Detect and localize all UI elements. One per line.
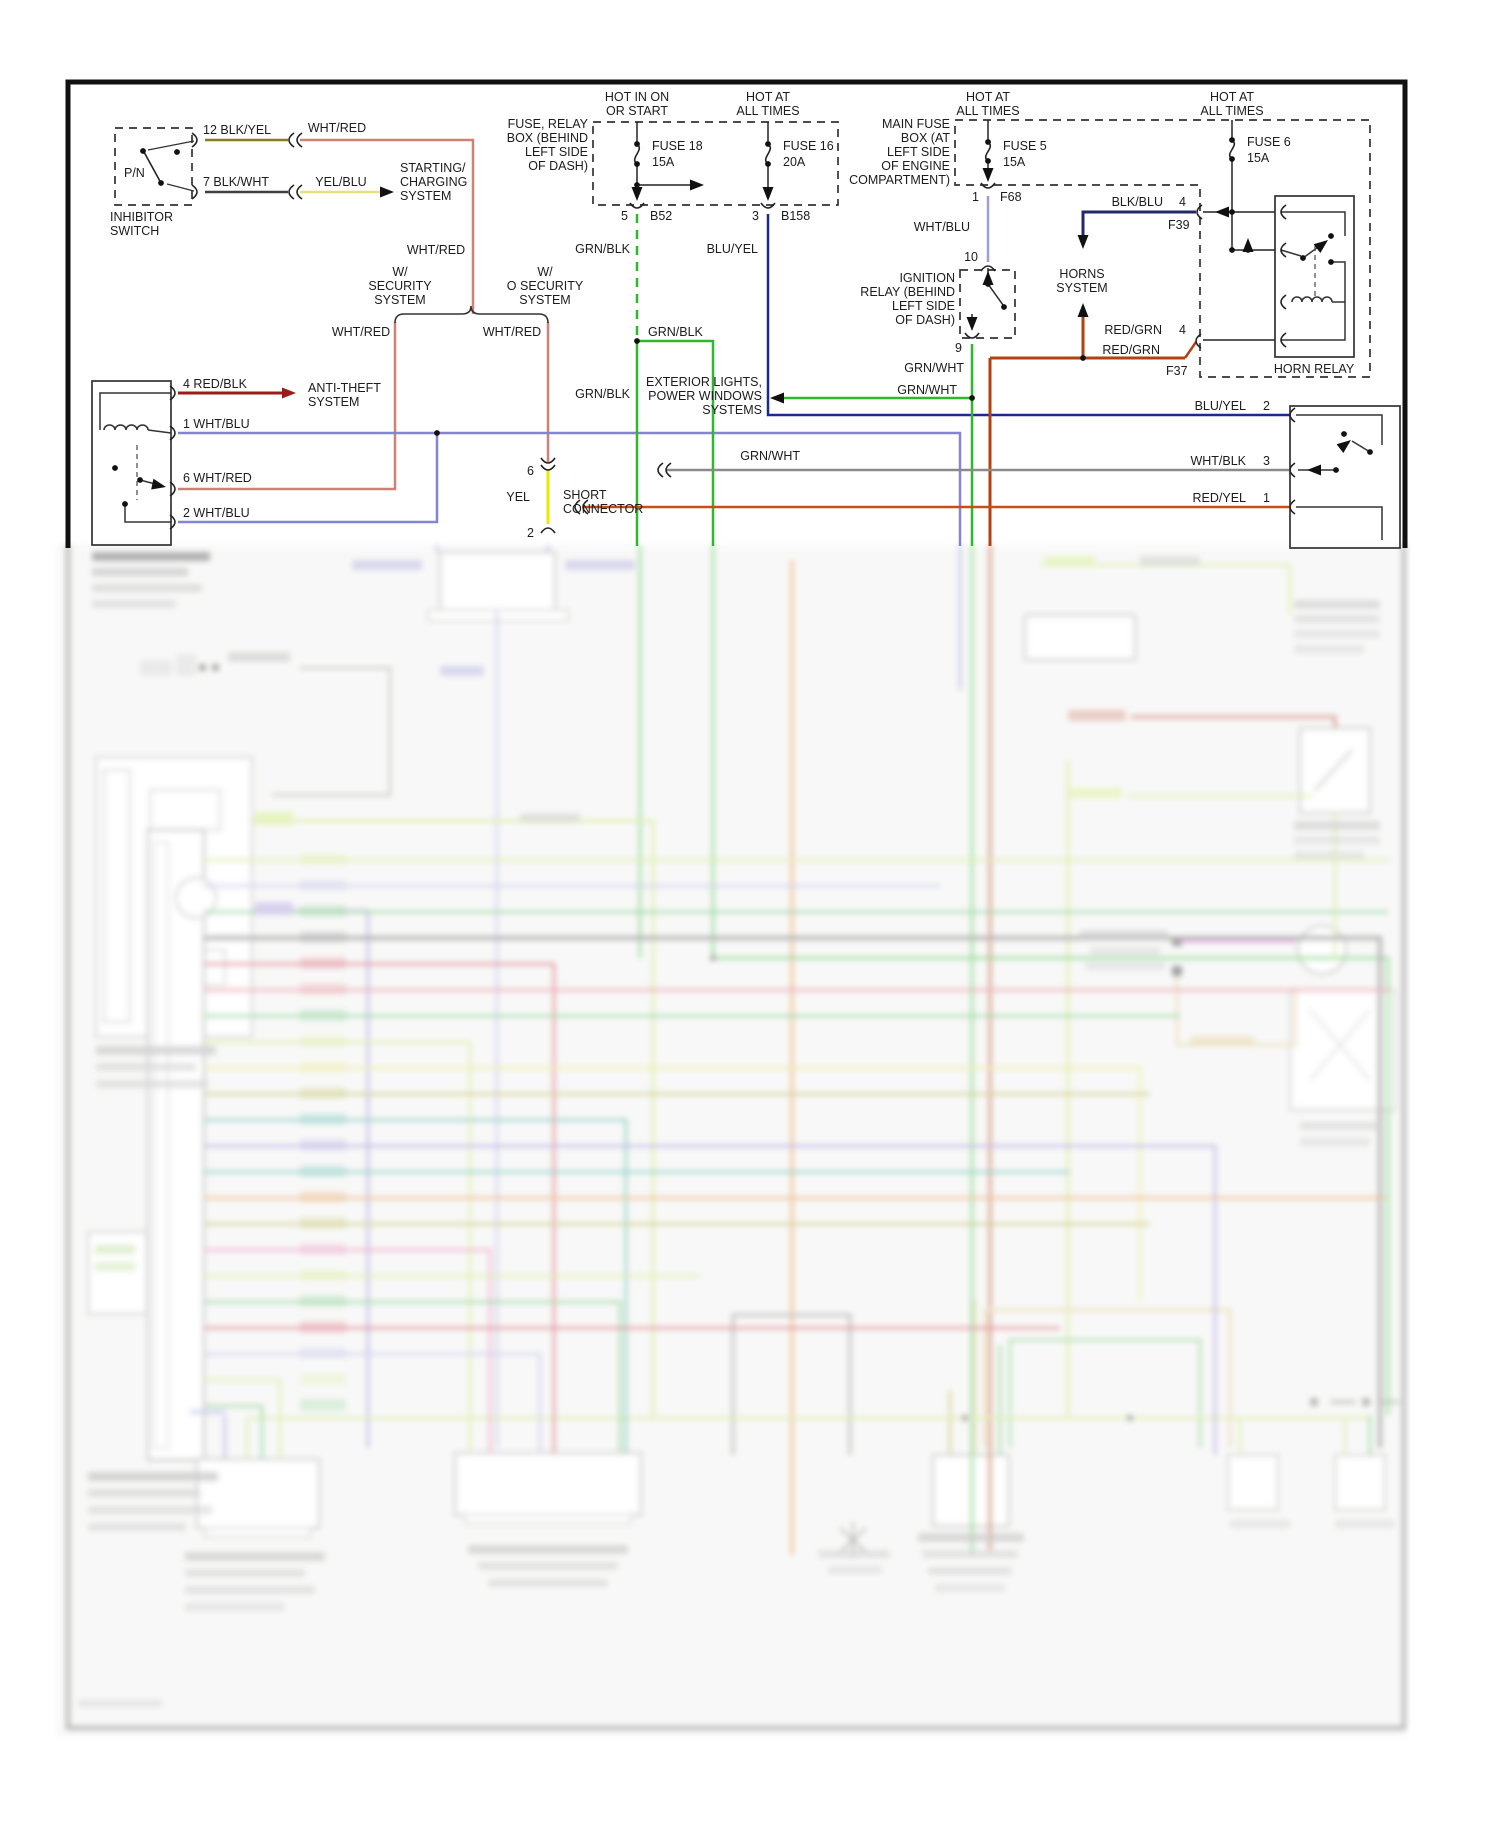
wire (637, 341, 713, 546)
junction-dot (1229, 247, 1235, 253)
wire (1185, 342, 1196, 358)
wire-label: W/ (392, 265, 408, 279)
wire-label: 4 (1179, 195, 1186, 209)
junction-dot (1341, 431, 1347, 437)
wire-label: WHT/BLU (913, 220, 970, 234)
wire-label: GRN/BLK (575, 242, 630, 256)
wire-label: ANTI-THEFT (308, 381, 381, 395)
wire-label: GRN/BLK (575, 387, 630, 401)
connector-pin-icon (658, 463, 663, 477)
diagram-border (68, 82, 1405, 548)
arrowhead-icon (983, 271, 994, 285)
wire-label: YEL/BLU (315, 175, 367, 189)
wire (167, 184, 194, 191)
wire-label: 7 BLK/WHT (203, 175, 269, 189)
connector-pin-icon (541, 528, 555, 533)
junction-dot (1229, 156, 1235, 162)
wire-label: GRN/WHT (740, 449, 800, 463)
arrowhead-icon (763, 187, 774, 201)
wire-label: 2 (527, 526, 534, 540)
wire-label: SHORT (563, 488, 607, 502)
wire (1331, 262, 1345, 302)
wire-label: INHIBITOR (110, 210, 173, 224)
schematic-symbol (104, 425, 148, 430)
wire (1352, 441, 1370, 452)
wire-label: RELAY (BEHIND (860, 285, 955, 299)
arrowhead-icon (1337, 436, 1355, 453)
arrowhead-icon (1307, 465, 1321, 476)
wire-label: 6 WHT/RED (183, 471, 252, 485)
wire-label: WHT/RED (331, 325, 391, 339)
wire-label: 4 RED/BLK (183, 377, 247, 391)
relay-box (1290, 406, 1400, 548)
schematic-symbol (766, 144, 771, 164)
connector-pin-icon (289, 133, 294, 147)
wire-label: 3 (752, 209, 759, 223)
wire-label: BOX (BEHIND (506, 131, 588, 145)
junction-dot (1328, 259, 1334, 265)
wire-label: 15A (1247, 151, 1270, 165)
wire-label: COMPARTMENT) (849, 173, 950, 187)
connector-pin-icon (630, 203, 644, 208)
connector-pin-icon (289, 185, 294, 199)
wire-label: GRN/BLK (648, 325, 703, 339)
wire-label: BLK/BLU (1111, 195, 1163, 209)
wire-label: 15A (652, 155, 675, 169)
wire-label: HOT IN ON (604, 90, 670, 104)
wire-label: F68 (1000, 190, 1022, 204)
wire-label: ALL TIMES (1200, 104, 1264, 118)
wire-label: B158 (781, 209, 811, 223)
wire-label: W/ (537, 265, 553, 279)
wire-label: IGNITION (899, 271, 955, 285)
wire-label: SYSTEM (400, 189, 452, 203)
wire-label: 5 (621, 209, 628, 223)
wire-label: CHARGING (400, 175, 468, 189)
arrowhead-icon (983, 168, 994, 182)
wire (148, 430, 171, 433)
wire-label: 2 WHT/BLU (183, 506, 250, 520)
schematic-symbol (635, 144, 640, 164)
wire-label: FUSE 6 (1247, 135, 1291, 149)
junction-dot (1001, 304, 1007, 310)
wire-label: ALL TIMES (736, 104, 800, 118)
wire-label: 1 (972, 190, 979, 204)
junction-dot (985, 158, 991, 164)
connector-pin-icon (541, 465, 555, 470)
wire-label: 1 WHT/BLU (183, 417, 250, 431)
wire-label: BLU/YEL (706, 242, 758, 256)
wire (1281, 212, 1345, 236)
arrowhead-icon (1215, 207, 1229, 218)
junction-dot (969, 395, 975, 401)
arrowhead-icon (1243, 238, 1254, 252)
connector-pin-icon (1197, 205, 1202, 219)
wire-label: POWER WINDOWS (648, 389, 762, 403)
junction-dot (765, 161, 771, 167)
junction-dot (434, 430, 440, 436)
wire-label: 2 (1263, 399, 1270, 413)
junction-dot (1367, 449, 1373, 455)
relay-box (92, 381, 171, 545)
junction-dot (985, 139, 991, 145)
arrowhead-icon (282, 388, 296, 399)
wire-label: F39 (1168, 218, 1190, 232)
arrowhead-icon (770, 393, 784, 404)
wire (178, 322, 395, 489)
arrowhead-icon (380, 187, 394, 198)
wire-label: 6 (527, 464, 534, 478)
wire-label: YEL (506, 490, 530, 504)
junction-dot (634, 141, 640, 147)
connector-pin-icon (1281, 295, 1286, 309)
arrowhead-icon (632, 187, 643, 201)
wire (1296, 507, 1382, 540)
wire-label: WHT/BLK (1190, 454, 1246, 468)
wire-label: SYSTEM (374, 293, 426, 307)
wire (1281, 302, 1345, 340)
arrowhead-icon (1078, 235, 1089, 249)
wire-label: SECURITY (368, 279, 432, 293)
wire-label: 9 (955, 341, 962, 355)
junction-dot (1080, 355, 1086, 361)
wire-label: BOX (AT (900, 131, 950, 145)
wire-label: SWITCH (110, 224, 160, 238)
junction-dot (765, 141, 771, 147)
junction-dot (634, 161, 640, 167)
wire-label: 20A (783, 155, 806, 169)
wire-label: ALL TIMES (956, 104, 1020, 118)
wire-label: 4 (1179, 323, 1186, 337)
wire-label: CONNECTOR (563, 502, 644, 516)
wire-label: HORNS (1059, 267, 1105, 281)
arrowhead-icon (690, 180, 704, 191)
schematic-symbol (395, 306, 548, 323)
wire-label: B52 (650, 209, 673, 223)
wire-label: OF DASH) (528, 159, 588, 173)
junction-dot (634, 338, 640, 344)
junction-dot (137, 477, 143, 483)
arrowhead-icon (967, 317, 978, 331)
wire-label: MAIN FUSE (881, 117, 950, 131)
wire-label: FUSE 18 (652, 139, 703, 153)
junction-dot (1328, 233, 1334, 239)
wire (988, 284, 1003, 305)
wire-label: RED/GRN (1104, 323, 1162, 337)
arrowhead-icon (1314, 236, 1332, 253)
junction-dot (122, 501, 128, 507)
arrowhead-icon (1078, 303, 1089, 317)
wire-label: 1 (1263, 491, 1270, 505)
wire-label: FUSE 5 (1003, 139, 1047, 153)
wire-label: 15A (1003, 155, 1026, 169)
wire-label: FUSE, RELAY (507, 117, 588, 131)
junction-dot (174, 149, 180, 155)
wire-label: SYSTEMS (702, 403, 762, 417)
junction-dot (158, 180, 164, 186)
junction-dot (1229, 137, 1235, 143)
wire-label: LEFT SIDE (887, 145, 950, 159)
arrowhead-icon (151, 479, 167, 493)
wire-label: LEFT SIDE (525, 145, 588, 159)
wire-label: O SECURITY (506, 279, 584, 293)
wire-label: F37 (1166, 364, 1188, 378)
wire-label: BLU/YEL (1194, 399, 1246, 413)
wire-label: 10 (964, 250, 978, 264)
wire-label: 3 (1263, 454, 1270, 468)
wire-label: P/N (124, 166, 145, 180)
wire-label: GRN/WHT (904, 361, 964, 375)
wire-label: SYSTEM (519, 293, 571, 307)
wire-label: SYSTEM (1056, 281, 1108, 295)
wire-label: HOT AT (746, 90, 790, 104)
wire-label: FUSE 16 (783, 139, 834, 153)
wire-label: WHT/RED (406, 243, 466, 257)
wire-label: HORN RELAY (1273, 362, 1355, 376)
wire-label: RED/YEL (1192, 491, 1246, 505)
wire-label: OF ENGINE (881, 159, 950, 173)
junction-dot (1333, 467, 1339, 473)
wire (148, 141, 194, 150)
wire-label: GRN/WHT (897, 383, 957, 397)
schematic-symbol (1292, 297, 1332, 302)
wire (144, 152, 161, 183)
wire-label: SYSTEM (308, 395, 360, 409)
junction-dot (112, 465, 118, 471)
wire-label: HOT AT (966, 90, 1010, 104)
wire-label: STARTING/ (400, 161, 466, 175)
wire-label: EXTERIOR LIGHTS, (646, 375, 762, 389)
wire-label: OR START (605, 104, 669, 118)
wire (125, 504, 171, 522)
wire-label: WHT/RED (307, 121, 367, 135)
junction-dot (1300, 255, 1306, 261)
wire (768, 214, 1290, 415)
wire-label: LEFT SIDE (892, 299, 955, 313)
junction-dot (1229, 209, 1235, 215)
wire-label: WHT/RED (482, 325, 542, 339)
junction-dot (140, 148, 146, 154)
wire-label: HOT AT (1210, 90, 1254, 104)
wire-label: 12 BLK/YEL (203, 123, 272, 137)
wire-label: OF DASH) (895, 313, 955, 327)
wire-label: RED/GRN (1102, 343, 1160, 357)
wire (1296, 415, 1382, 445)
